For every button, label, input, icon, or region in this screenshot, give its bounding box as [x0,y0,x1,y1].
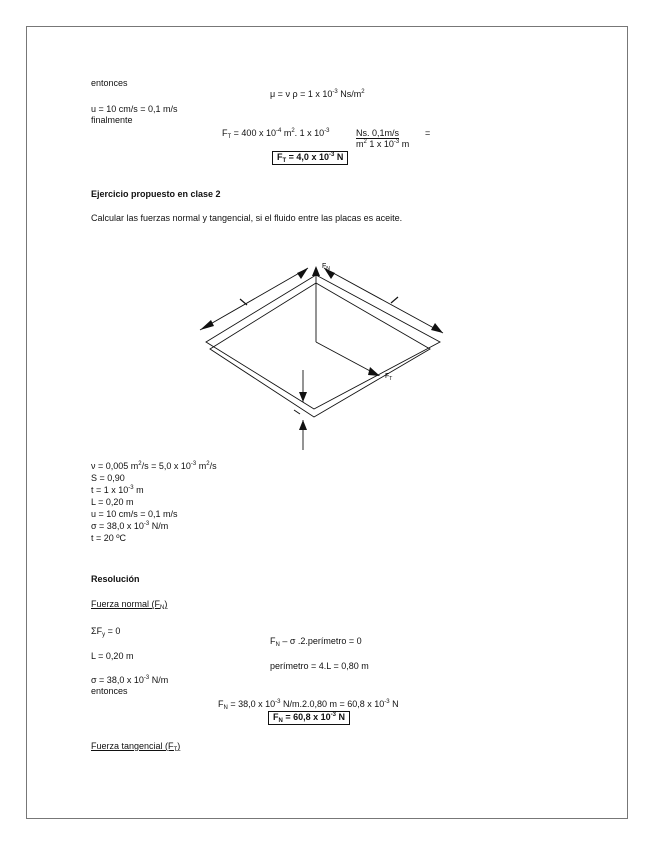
viscosity-equation: μ = ν ρ = 1 x $10^{-3}$ $Ns/m^2$ [270,89,365,99]
viscosity-value: ν = 0,005 $m^2/s = 5,0$ x $10^{-3}$ $m^2/s$ [91,461,217,471]
dimension-line-left [200,268,308,330]
fraction-denominator: $m^2$ 1 x $10^{-3}$ m [356,139,410,149]
normal-force-result: $F_N = 60,8$ x $10^{-3}$ N [268,711,350,725]
exercise-heading: Ejercicio propuesto en clase 2 [91,189,221,199]
fraction-numerator: Ns. 0,1m/s [356,128,400,138]
thickness-tick [294,410,300,414]
normal-force-balance: $F_N$ – σ .2.perímetro = 0 [270,636,362,648]
dim-tick-left [240,299,247,305]
tangential-force-title: Fuerza tangencial $(F_T)$ [91,741,181,753]
exercise-statement: Calcular las fuerzas normal y tangencial, si el fluido entre las placas es aceite. [91,213,403,223]
thickness-arrow-up [299,420,307,430]
perimeter-equation: perímetro = 4.L = 0,80 m [270,661,369,671]
tangential-force-result: $F_T = 4,0$ x $10^{-3}$ N [272,151,348,165]
fn-label: $F_N$ [322,263,330,272]
surface-tension-value: σ = 38,0 x $10^{-3}$ N/m [91,521,169,531]
entonces-text-2: entonces [91,686,128,696]
normal-arrowhead [312,266,320,276]
normal-force-calc: $F_N = 38,0$ x $10^{-3}$ N/m.2.0,80 m = 60,8 x $10^{-3}$ N [218,699,399,711]
finalmente-text: finalmente [91,115,133,125]
bottom-plate [210,283,430,417]
entonces-text: entonces [91,78,128,88]
specific-gravity: S = 0,90 [91,473,125,483]
temperature-value: t = 20 ºC [91,533,127,543]
velocity-value: u = 10 cm/s = 0,1 m/s [91,509,178,519]
thickness-value: t = 1 x $10^{-3}$ m [91,485,144,495]
sigma-restated: σ = 38,0 x $10^{-3}$ N/m [91,675,169,685]
tangential-arrowhead [368,367,380,376]
arrowhead-left-top [297,268,308,279]
length-restated: L = 0,20 m [91,651,134,661]
normal-force-title: Fuerza normal $(F_N)$ [91,599,168,611]
arrowhead-left [200,320,214,330]
sum-fy: $\Sigma F_y = 0$ [91,626,121,638]
fraction-equals: = [425,128,431,138]
tangential-axis [316,342,372,372]
arrowhead-right [431,323,443,333]
top-plate [206,275,440,409]
tangential-force-equation: $F_T = 400$ x $10^{-4}$ $m^2$. 1 x $10^{-3}$ [222,128,330,140]
length-value: L = 0,20 m [91,497,134,507]
dimension-line-right [324,268,443,333]
velocity-line: u = 10 cm/s = 0,1 m/s [91,104,178,114]
dim-tick-right [391,297,398,303]
resolution-heading: Resolución [91,574,140,584]
ft-label: $F_T$ [385,373,393,382]
